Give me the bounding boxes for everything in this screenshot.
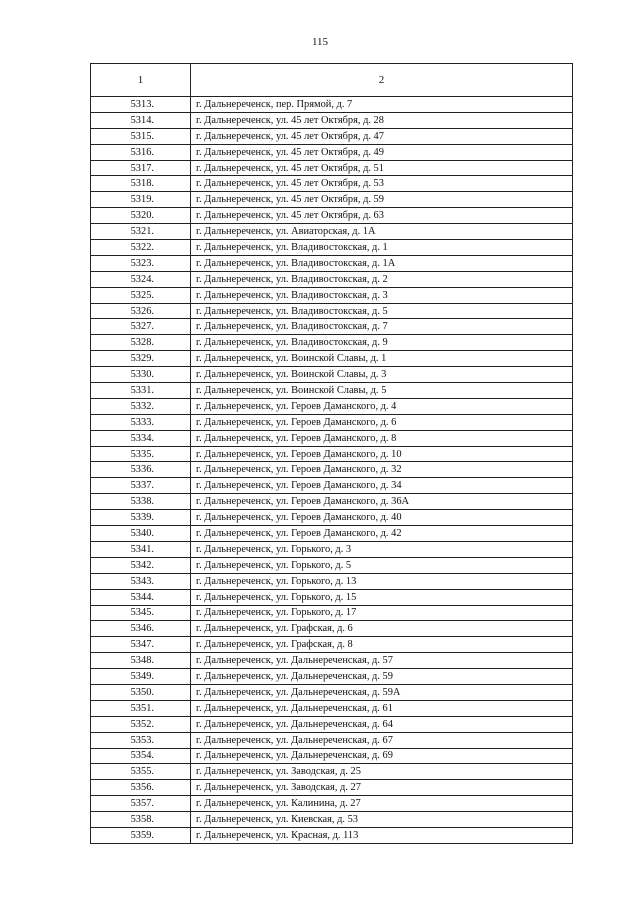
row-address: г. Дальнереченск, ул. Владивостокская, д. 5 <box>191 303 573 319</box>
row-number: 5341. <box>91 541 191 557</box>
table-row <box>91 271 573 287</box>
row-number: 5346. <box>91 621 191 637</box>
row-number: 5353. <box>91 732 191 748</box>
row-number: 5323. <box>91 255 191 271</box>
row-number: 5336. <box>91 462 191 478</box>
table-row <box>91 176 573 192</box>
table-row <box>91 780 573 796</box>
table-row <box>91 351 573 367</box>
row-number: 5350. <box>91 684 191 700</box>
table-row <box>91 287 573 303</box>
row-number: 5317. <box>91 160 191 176</box>
table-row <box>91 478 573 494</box>
table-row <box>91 303 573 319</box>
row-address: г. Дальнереченск, ул. Владивостокская, д. 9 <box>191 335 573 351</box>
row-address: г. Дальнереченск, ул. Владивостокская, д. 3 <box>191 287 573 303</box>
row-number: 5319. <box>91 192 191 208</box>
row-number: 5315. <box>91 128 191 144</box>
table-row <box>91 335 573 351</box>
row-number: 5345. <box>91 605 191 621</box>
table-row <box>91 494 573 510</box>
table-row <box>91 526 573 542</box>
address-table <box>90 63 573 844</box>
row-address: г. Дальнереченск, ул. 45 лет Октября, д. 51 <box>191 160 573 176</box>
row-address: г. Дальнереченск, ул. Героев Даманского, д. 32 <box>191 462 573 478</box>
row-address: г. Дальнереченск, ул. Горького, д. 13 <box>191 573 573 589</box>
row-address: г. Дальнереченск, ул. Воинской Славы, д. 1 <box>191 351 573 367</box>
row-address: г. Дальнереченск, ул. Воинской Славы, д. 3 <box>191 367 573 383</box>
row-number: 5343. <box>91 573 191 589</box>
table-row <box>91 812 573 828</box>
table-row <box>91 224 573 240</box>
row-address: г. Дальнереченск, ул. Героев Даманского, д. 36А <box>191 494 573 510</box>
table-row <box>91 112 573 128</box>
row-address: г. Дальнереченск, ул. Дальнереченская, д. 59 <box>191 669 573 685</box>
table-row <box>91 510 573 526</box>
row-number: 5335. <box>91 446 191 462</box>
row-number: 5352. <box>91 716 191 732</box>
row-address: г. Дальнереченск, ул. 45 лет Октября, д. 59 <box>191 192 573 208</box>
row-address: г. Дальнереченск, ул. Дальнереченская, д. 69 <box>191 748 573 764</box>
row-number: 5329. <box>91 351 191 367</box>
table-row <box>91 414 573 430</box>
row-address: г. Дальнереченск, ул. Владивостокская, д. 2 <box>191 271 573 287</box>
row-address: г. Дальнереченск, ул. Горького, д. 5 <box>191 557 573 573</box>
row-number: 5327. <box>91 319 191 335</box>
table-row <box>91 764 573 780</box>
row-number: 5359. <box>91 827 191 843</box>
table-row <box>91 653 573 669</box>
row-address: г. Дальнереченск, ул. Героев Даманского, д. 42 <box>191 526 573 542</box>
row-number: 5328. <box>91 335 191 351</box>
table-row <box>91 367 573 383</box>
table-row <box>91 621 573 637</box>
row-number: 5320. <box>91 208 191 224</box>
table-row <box>91 573 573 589</box>
row-address: г. Дальнереченск, ул. Дальнереченская, д. 61 <box>191 700 573 716</box>
table-row <box>91 589 573 605</box>
row-address: г. Дальнереченск, ул. Дальнереченская, д. 67 <box>191 732 573 748</box>
table-row <box>91 827 573 843</box>
table-row <box>91 160 573 176</box>
table-header-row <box>91 64 573 97</box>
row-address: г. Дальнереченск, ул. Киевская, д. 53 <box>191 812 573 828</box>
row-number: 5337. <box>91 478 191 494</box>
table-row <box>91 462 573 478</box>
table-row <box>91 716 573 732</box>
table-row <box>91 684 573 700</box>
row-address: г. Дальнереченск, ул. Владивостокская, д. 1А <box>191 255 573 271</box>
table-row <box>91 637 573 653</box>
row-address: г. Дальнереченск, ул. Красная, д. 113 <box>191 827 573 843</box>
table-row <box>91 446 573 462</box>
table-body <box>91 97 573 844</box>
row-address: г. Дальнереченск, ул. Владивостокская, д. 7 <box>191 319 573 335</box>
row-address: г. Дальнереченск, ул. Дальнереченская, д. 57 <box>191 653 573 669</box>
row-number: 5322. <box>91 240 191 256</box>
row-number: 5333. <box>91 414 191 430</box>
row-number: 5351. <box>91 700 191 716</box>
row-address: г. Дальнереченск, ул. Героев Даманского, д. 34 <box>191 478 573 494</box>
row-address: г. Дальнереченск, ул. 45 лет Октября, д. 53 <box>191 176 573 192</box>
row-address: г. Дальнереченск, ул. Авиаторская, д. 1А <box>191 224 573 240</box>
row-address: г. Дальнереченск, ул. 45 лет Октября, д. 49 <box>191 144 573 160</box>
row-address: г. Дальнереченск, ул. Героев Даманского, д. 4 <box>191 398 573 414</box>
row-number: 5349. <box>91 669 191 685</box>
row-number: 5334. <box>91 430 191 446</box>
row-number: 5318. <box>91 176 191 192</box>
page-number: 115 <box>311 36 329 48</box>
row-number: 5357. <box>91 796 191 812</box>
row-number: 5326. <box>91 303 191 319</box>
row-number: 5340. <box>91 526 191 542</box>
table-row <box>91 192 573 208</box>
row-number: 5321. <box>91 224 191 240</box>
table-row <box>91 383 573 399</box>
row-number: 5348. <box>91 653 191 669</box>
row-number: 5314. <box>91 112 191 128</box>
row-address: г. Дальнереченск, ул. Калинина, д. 27 <box>191 796 573 812</box>
table-row <box>91 398 573 414</box>
row-number: 5339. <box>91 510 191 526</box>
table-row <box>91 700 573 716</box>
row-number: 5324. <box>91 271 191 287</box>
table-row <box>91 255 573 271</box>
row-number: 5354. <box>91 748 191 764</box>
row-number: 5330. <box>91 367 191 383</box>
column-header-1: 1 <box>91 64 191 97</box>
row-number: 5316. <box>91 144 191 160</box>
table-row <box>91 557 573 573</box>
row-address: г. Дальнереченск, ул. 45 лет Октября, д. 63 <box>191 208 573 224</box>
row-address: г. Дальнереченск, ул. Воинской Славы, д. 5 <box>191 383 573 399</box>
row-address: г. Дальнереченск, ул. Владивостокская, д. 1 <box>191 240 573 256</box>
row-address: г. Дальнереченск, ул. Героев Даманского, д. 6 <box>191 414 573 430</box>
table-row <box>91 128 573 144</box>
row-address: г. Дальнереченск, ул. Горького, д. 17 <box>191 605 573 621</box>
row-address: г. Дальнереченск, ул. Героев Даманского, д. 10 <box>191 446 573 462</box>
row-address: г. Дальнереченск, ул. 45 лет Октября, д. 47 <box>191 128 573 144</box>
table-row <box>91 319 573 335</box>
table-row <box>91 796 573 812</box>
row-number: 5347. <box>91 637 191 653</box>
table-row <box>91 605 573 621</box>
table-row <box>91 748 573 764</box>
row-address: г. Дальнереченск, ул. Героев Даманского, д. 8 <box>191 430 573 446</box>
table-row <box>91 144 573 160</box>
row-number: 5332. <box>91 398 191 414</box>
table-row <box>91 541 573 557</box>
table-row <box>91 669 573 685</box>
row-address: г. Дальнереченск, ул. Дальнереченская, д. 64 <box>191 716 573 732</box>
row-address: г. Дальнереченск, ул. Горького, д. 15 <box>191 589 573 605</box>
row-number: 5331. <box>91 383 191 399</box>
row-address: г. Дальнереченск, ул. Графская, д. 6 <box>191 621 573 637</box>
row-address: г. Дальнереченск, ул. Графская, д. 8 <box>191 637 573 653</box>
table-row <box>91 208 573 224</box>
row-number: 5342. <box>91 557 191 573</box>
table-row <box>91 732 573 748</box>
row-address: г. Дальнереченск, ул. Заводская, д. 25 <box>191 764 573 780</box>
row-number: 5325. <box>91 287 191 303</box>
row-address: г. Дальнереченск, ул. Заводская, д. 27 <box>191 780 573 796</box>
row-address: г. Дальнереченск, ул. 45 лет Октября, д. 28 <box>191 112 573 128</box>
row-number: 5313. <box>91 97 191 113</box>
table-row <box>91 240 573 256</box>
row-number: 5344. <box>91 589 191 605</box>
row-address: г. Дальнереченск, ул. Героев Даманского, д. 40 <box>191 510 573 526</box>
table-row <box>91 97 573 113</box>
row-number: 5358. <box>91 812 191 828</box>
row-number: 5356. <box>91 780 191 796</box>
row-address: г. Дальнереченск, пер. Прямой, д. 7 <box>191 97 573 113</box>
table-row <box>91 430 573 446</box>
row-address: г. Дальнереченск, ул. Дальнереченская, д. 59А <box>191 684 573 700</box>
row-number: 5355. <box>91 764 191 780</box>
row-number: 5338. <box>91 494 191 510</box>
column-header-2: 2 <box>191 64 573 97</box>
row-address: г. Дальнереченск, ул. Горького, д. 3 <box>191 541 573 557</box>
